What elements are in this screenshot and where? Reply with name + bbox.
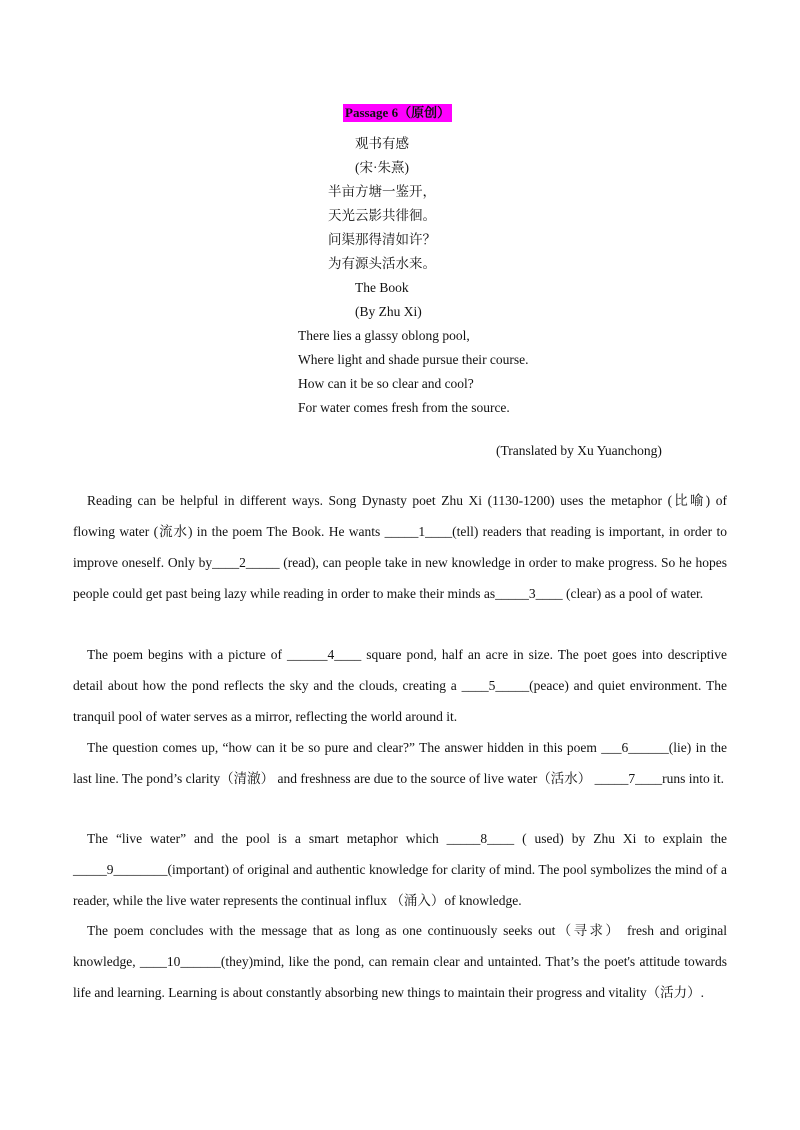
paragraph: Reading can be helpful in different ways. Song Dynasty poet Zhu Xi (1130-1200) uses the metaphor (比喻) of flowing water (流水) in the poem The Book. He wants _____1____(tell) readers that reading is important, in order to improve oneself. Only by____2_____ (read), can people take in new knowledge in order to make progress. So he hopes people could get past being lazy while reading in order to make their minds as_____3____ (clear) as a pool of water.	[73, 493, 727, 601]
poem-en-line: How can it be so clear and cool?	[298, 376, 474, 391]
paragraph: The poem concludes with the message that as long as one continuously seeks out（寻求） fresh and original knowledge, ____10______(they)mind, like the pond, can remain clear and untainted. That’s the poet's attitude towards life and learning. Learning is about constantly absorbing new things to maintain their progress and vitality（活力）.	[73, 923, 727, 1000]
poem-en-line: There lies a glassy oblong pool,	[298, 328, 470, 343]
paragraph: The poem begins with a picture of ______4____ square pond, half an acre in size. The poet goes into descriptive detail about how the pond reflects the sky and the clouds, creating a ____5_____(peace) and quiet environment. The tranquil pool of water serves as a mirror, reflecting the world around it.	[73, 647, 727, 724]
poem-cn-line: 半亩方塘一鉴开，	[328, 184, 436, 199]
passage-title: Passage 6（原创）	[345, 105, 451, 120]
poem-en-line: For water comes fresh from the source.	[298, 400, 510, 415]
translator-credit: (Translated by Xu Yuanchong)	[496, 443, 662, 458]
paragraph: The “live water” and the pool is a smart metaphor which _____8____ ( used) by Zhu Xi to explain the _____9________(important) of original and authentic knowledge for clarity of mind. The pool symbolizes the mind of a reader, while the live water represents the continual influx （涌入）of knowledge.	[73, 831, 727, 908]
poem-en-line: Where light and shade pursue their course.	[298, 352, 529, 367]
poem-cn-line: 天光云影共徘徊。	[328, 208, 436, 223]
poem-en-title: The Book	[355, 280, 409, 295]
poem-en-author: (By Zhu Xi)	[355, 304, 422, 319]
paragraph: The question comes up, “how can it be so pure and clear?” The answer hidden in this poem ___6______(lie) in the last line. The pond’s clarity（清澈） and freshness are due to the source of live water（活水） _____7____runs into it.	[73, 740, 727, 786]
poem-cn-line: 为有源头活水来。	[328, 256, 436, 271]
poem-cn-author: (宋·朱熹)	[355, 160, 409, 175]
poem-cn-title: 观书有感	[355, 136, 409, 151]
poem-cn-line: 问渠那得清如许？	[328, 232, 436, 247]
